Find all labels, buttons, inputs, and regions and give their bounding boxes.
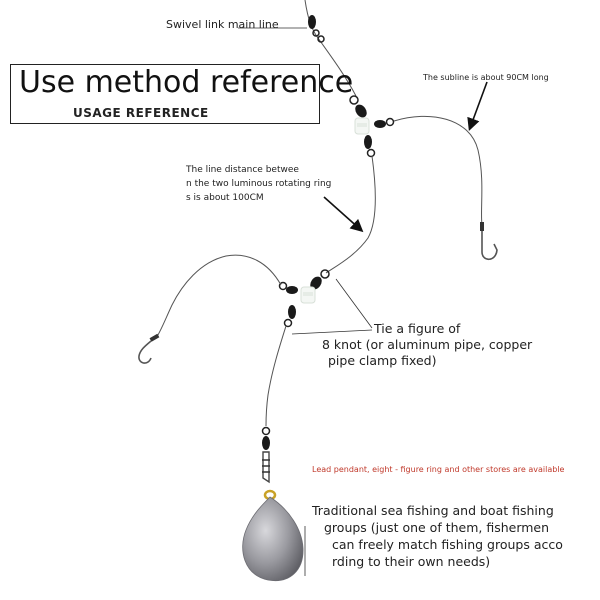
subline-arrow bbox=[470, 82, 487, 128]
groups-label-line: Traditional sea fishing and boat fishing bbox=[312, 503, 554, 518]
distance-label-line: The line distance betwee bbox=[186, 165, 299, 175]
main-line-middle bbox=[326, 156, 375, 273]
title-box bbox=[10, 64, 354, 124]
distance-label-line: n the two luminous rotating ring bbox=[186, 179, 332, 189]
lead-sinker-icon bbox=[243, 497, 303, 581]
page-subtitle: USAGE REFERENCE bbox=[73, 106, 209, 120]
lower-swivel-assembly bbox=[280, 270, 330, 327]
groups-label bbox=[312, 502, 563, 570]
hook-icon bbox=[480, 222, 497, 259]
swivel-label: Swivel link main line bbox=[166, 18, 279, 31]
hook-icon bbox=[139, 334, 159, 363]
upper-subline bbox=[394, 116, 482, 225]
knot-label-line: Tie a figure of bbox=[374, 321, 461, 336]
distance-label bbox=[186, 163, 331, 205]
knot-label-line: 8 knot (or aluminum pipe, copper bbox=[322, 337, 533, 352]
subline-label: The subline is about 90CM long bbox=[423, 73, 549, 82]
page-title: Use method reference bbox=[19, 65, 354, 100]
lower-subline bbox=[156, 255, 281, 338]
upper-swivel-assembly bbox=[350, 96, 394, 157]
swivel-icon bbox=[308, 15, 324, 42]
groups-label-line: groups (just one of them, fishermen bbox=[324, 520, 550, 535]
knot-label bbox=[322, 321, 532, 369]
distance-label-line: s is about 100CM bbox=[186, 193, 264, 203]
groups-label-line: rding to their own needs) bbox=[332, 554, 491, 569]
main-line-bottom bbox=[266, 326, 286, 426]
lead-note: Lead pendant, eight - figure ring and other stores are available bbox=[312, 465, 565, 474]
knot-label-line: pipe clamp fixed) bbox=[328, 353, 437, 368]
snap-swivel-icon bbox=[262, 428, 270, 483]
groups-label-line: can freely match fishing groups acco bbox=[332, 537, 563, 552]
